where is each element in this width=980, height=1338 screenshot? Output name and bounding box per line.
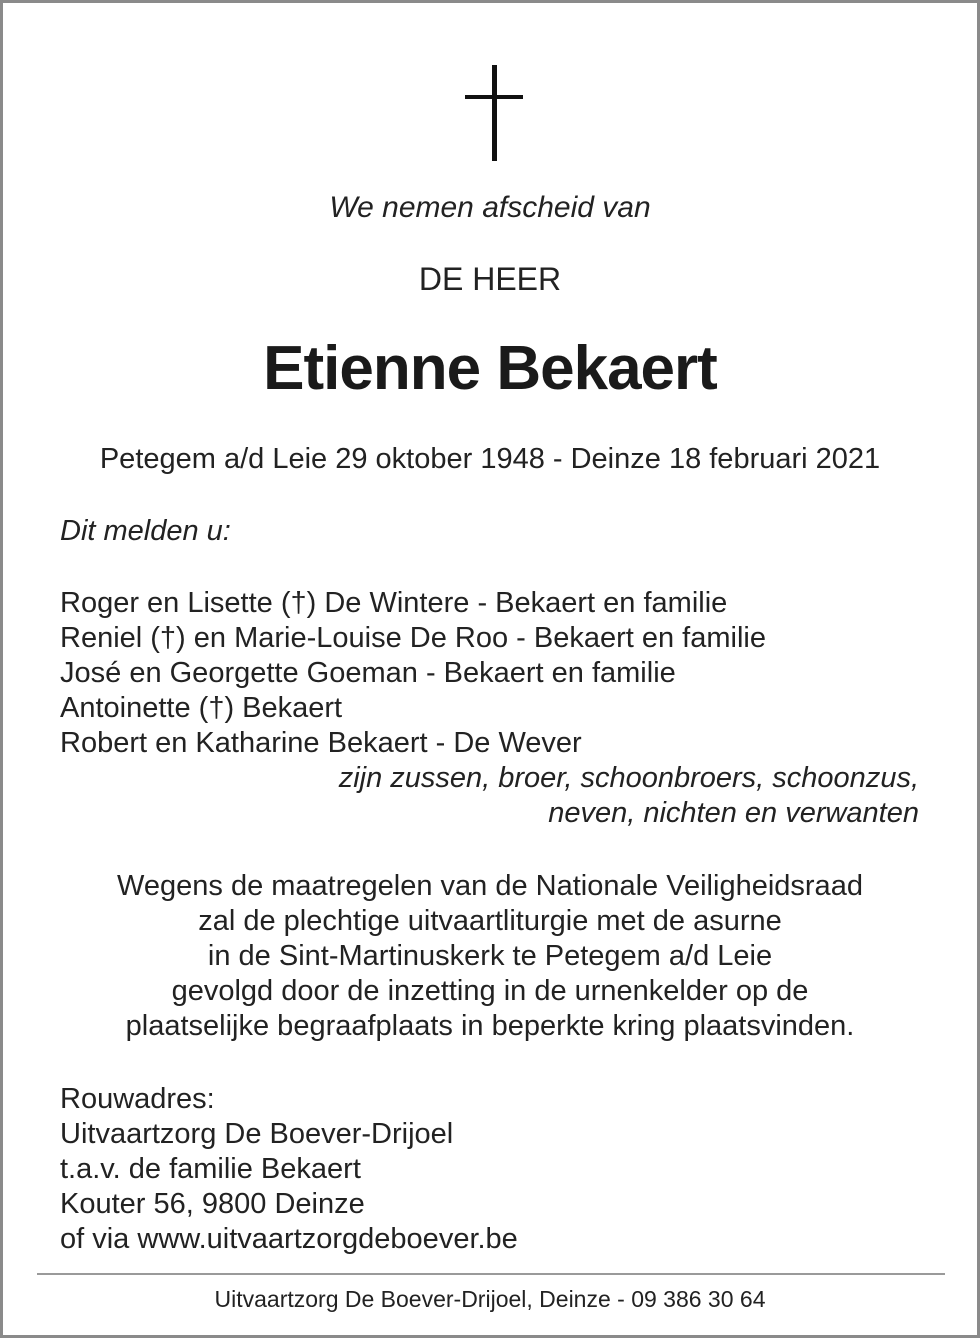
address-line: Kouter 56, 9800 Deinze [60, 1188, 365, 1220]
life-dates: Petegem a/d Leie 29 oktober 1948 - Deinze 18 februari 2021 [99, 443, 881, 475]
ceremony-line: gevolgd door de inzetting in de urnenkelder op de [171, 975, 809, 1007]
relation-line: zijn zussen, broer, schoonbroers, schoonzus, [338, 762, 919, 794]
ceremony-line: Wegens de maatregelen van de Nationale Veiligheidsraad [117, 870, 863, 902]
address-label: Rouwadres: [60, 1083, 215, 1115]
deceased-name: Etienne Bekaert [263, 334, 717, 403]
relation-line: neven, nichten en verwanten [548, 797, 919, 829]
address-line: t.a.v. de familie Bekaert [60, 1153, 361, 1185]
family-member: Robert en Katharine Bekaert - De Wever [60, 727, 582, 759]
mourning-address [60, 1082, 518, 1257]
announcement-intro: Dit melden u: [60, 515, 231, 547]
footer-divider [37, 1273, 945, 1275]
family-member: Reniel (†) en Marie-Louise De Roo - Bekaert en familie [60, 622, 766, 654]
family-list [60, 586, 766, 761]
ceremony-line: zal de plechtige uitvaartliturgie met de asurne [198, 905, 782, 937]
ceremony-line: in de Sint-Martinuskerk te Petegem a/d Leie [207, 940, 773, 972]
address-website: of via www.uitvaartzorgdeboever.be [60, 1223, 518, 1255]
footer-text: Uitvaartzorg De Boever-Drijoel, Deinze - 09 386 30 64 [214, 1286, 766, 1312]
intro-text: We nemen afscheid van [329, 191, 651, 224]
family-member: Roger en Lisette (†) De Wintere - Bekaert en familie [60, 587, 728, 619]
family-member: Antoinette (†) Bekaert [60, 692, 343, 724]
cross-icon [465, 65, 525, 161]
family-member: José en Georgette Goeman - Bekaert en familie [60, 657, 676, 689]
relation-description [339, 761, 919, 831]
ceremony-line: plaatselijke begraafplaats in beperkte kring plaatsvinden. [125, 1010, 855, 1042]
ceremony-notice [3, 869, 977, 1044]
address-line: Uitvaartzorg De Boever-Drijoel [60, 1118, 454, 1150]
title-prefix: DE HEER [418, 261, 562, 297]
